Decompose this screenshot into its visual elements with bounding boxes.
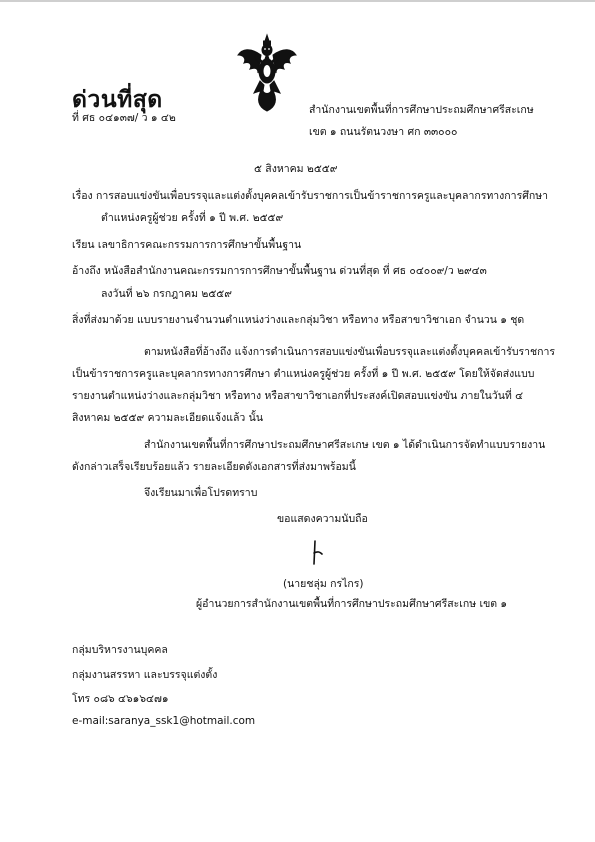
body-paragraph-2-line-1: สำนักงานเขตพื้นที่การศึกษาประถมศึกษาศรีสะเกษ เขต ๑ ได้ดำเนินการจัดทำแบบรายงาน [144, 439, 546, 451]
urgency-stamp: ด่วนที่สุด [72, 87, 163, 113]
footer-unit: กลุ่มบริหารงานบุคคล [72, 644, 168, 656]
body-paragraph-1-line-3: รายงานตำแหน่งว่างและกลุ่มวิชา หรือทาง หรือสาขาวิชาเอกที่ประสงค์เปิดสอบแข่งขัน ภายในวันที่ ๔ [72, 390, 524, 402]
body-paragraph-1-line-2: เป็นข้าราชการครูและบุคลากรทางการศึกษา ตำแหน่งครูผู้ช่วย ครั้งที่ ๑ ปี พ.ศ. ๒๕๕๙ โดยให้จัดส่งแบบ [72, 368, 535, 380]
footer-email: e-mail:saranya_ssk1@hotmail.com [72, 715, 256, 727]
reference-line-2: ลงวันที่ ๒๖ กรกฎาคม ๒๕๕๙ [101, 288, 232, 300]
body-paragraph-1-line-4: สิงหาคม ๒๕๕๙ ความละเอียดแจ้งแล้ว นั้น [72, 412, 263, 424]
footer-phone: โทร ๐๘๖ ๔๖๑๖๔๗๑ [72, 693, 169, 705]
enclosure: สิ่งที่ส่งมาด้วย แบบรายงานจำนวนตำแหน่งว่างและกลุ่มวิชา หรือทาง หรือสาขาวิชาเอก จำนวน ๑ ชุด [72, 314, 525, 326]
body-paragraph-1-line-1: ตามหนังสือที่อ้างถึง แจ้งการดำเนินการสอบแข่งขันเพื่อบรรจุและแต่งตั้งบุคคลเข้ารับราชการ [144, 346, 556, 358]
subject-line-2: ตำแหน่งครูผู้ช่วย ครั้งที่ ๑ ปี พ.ศ. ๒๕๕๙ [101, 212, 284, 224]
signer-title: ผู้อำนวยการสำนักงานเขตพื้นที่การศึกษาประถมศึกษาศรีสะเกษ เขต ๑ [196, 598, 508, 610]
body-paragraph-2-line-2: ดังกล่าวเสร็จเรียบร้อยแล้ว รายละเอียดดังเอกสารที่ส่งมาพร้อมนี้ [72, 461, 356, 473]
signature-mark [310, 540, 324, 566]
signer-name: (นายชลุ่ม กรไกร) [283, 578, 364, 590]
agency-address: เขต ๑ ถนนรัตนวงษา ศก ๓๓๐๐๐ [309, 126, 458, 138]
garuda-emblem-icon [236, 33, 298, 113]
reference-line-1: อ้างถึง หนังสือสำนักงานคณะกรรมการการศึกษาขั้นพื้นฐาน ด่วนที่สุด ที่ ศธ ๐๔๐๐๙/ว ๒๙๔๓ [72, 265, 487, 277]
scan-edge [0, 0, 595, 2]
closing-regards: ขอแสดงความนับถือ [277, 513, 368, 525]
agency-name: สำนักงานเขตพื้นที่การศึกษาประถมศึกษาศรีสะเกษ [309, 104, 534, 116]
recipient: เรียน เลขาธิการคณะกรรมการการศึกษาขั้นพื้นฐาน [72, 239, 302, 251]
footer-subunit: กลุ่มงานสรรหา และบรรจุแต่งตั้ง [72, 669, 218, 681]
body-paragraph-3: จึงเรียนมาเพื่อโปรดทราบ [144, 487, 258, 499]
document-number: ที่ ศธ ๐๔๑๓๗/ ว ๑ ๔๒ [72, 112, 176, 124]
document-date: ๕ สิงหาคม ๒๕๕๙ [254, 163, 338, 175]
subject-line-1: เรื่อง การสอบแข่งขันเพื่อบรรจุและแต่งตั้งบุคคลเข้ารับราชการเป็นข้าราชการครูและบุคลากรทางการศึกษา [72, 190, 549, 202]
